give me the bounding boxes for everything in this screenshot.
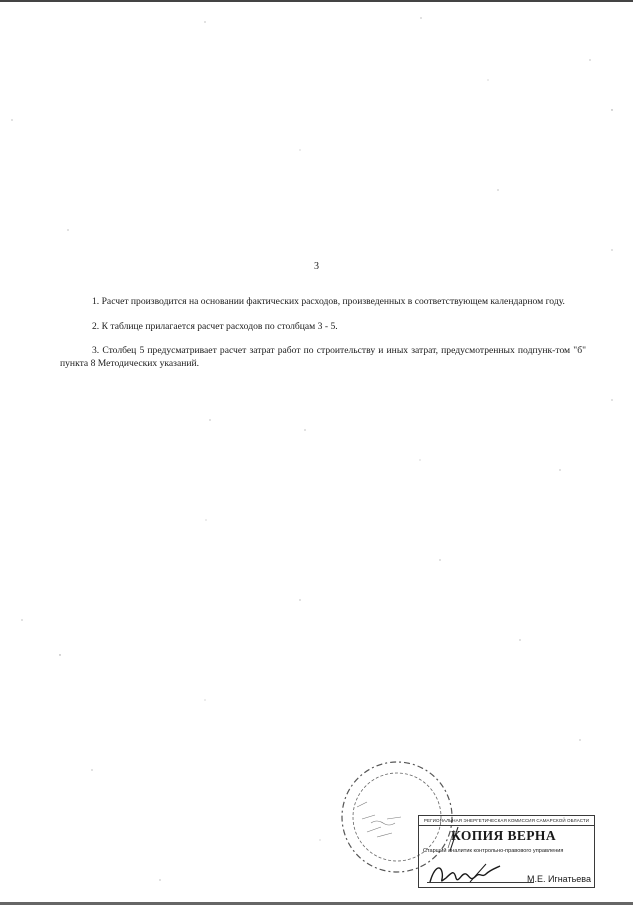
stamp-signer-name: М.Е. Игнатьева (526, 874, 591, 884)
note-1: 1. Расчет производится на основании фактических расходов, произведенных в соответствующем календарном году. (92, 296, 565, 307)
notes-block (60, 296, 586, 382)
handwritten-signature-icon (426, 858, 516, 890)
stamp-title: КОПИЯ ВЕРНА (451, 828, 556, 843)
note-3: 3. Столбец 5 предусматривает расчет затрат работ по строительству и иных затрат, предусмотренных подпунк-том "б" пункта 8 Методических указаний. (60, 345, 586, 369)
stamp-position: Старший аналитик контрольно-правового управления (423, 848, 564, 854)
note-2: 2. К таблице прилагается расчет расходов по столбцам 3 - 5. (92, 320, 338, 332)
stamp-organization: РЕГИОНАЛЬНАЯ ЭНЕРГЕТИЧЕСКАЯ КОМИССИЯ САМАРСКОЙ ОБЛАСТИ (419, 817, 594, 826)
page-number: 3 (314, 261, 319, 272)
handwritten-slash-icon (446, 826, 462, 852)
